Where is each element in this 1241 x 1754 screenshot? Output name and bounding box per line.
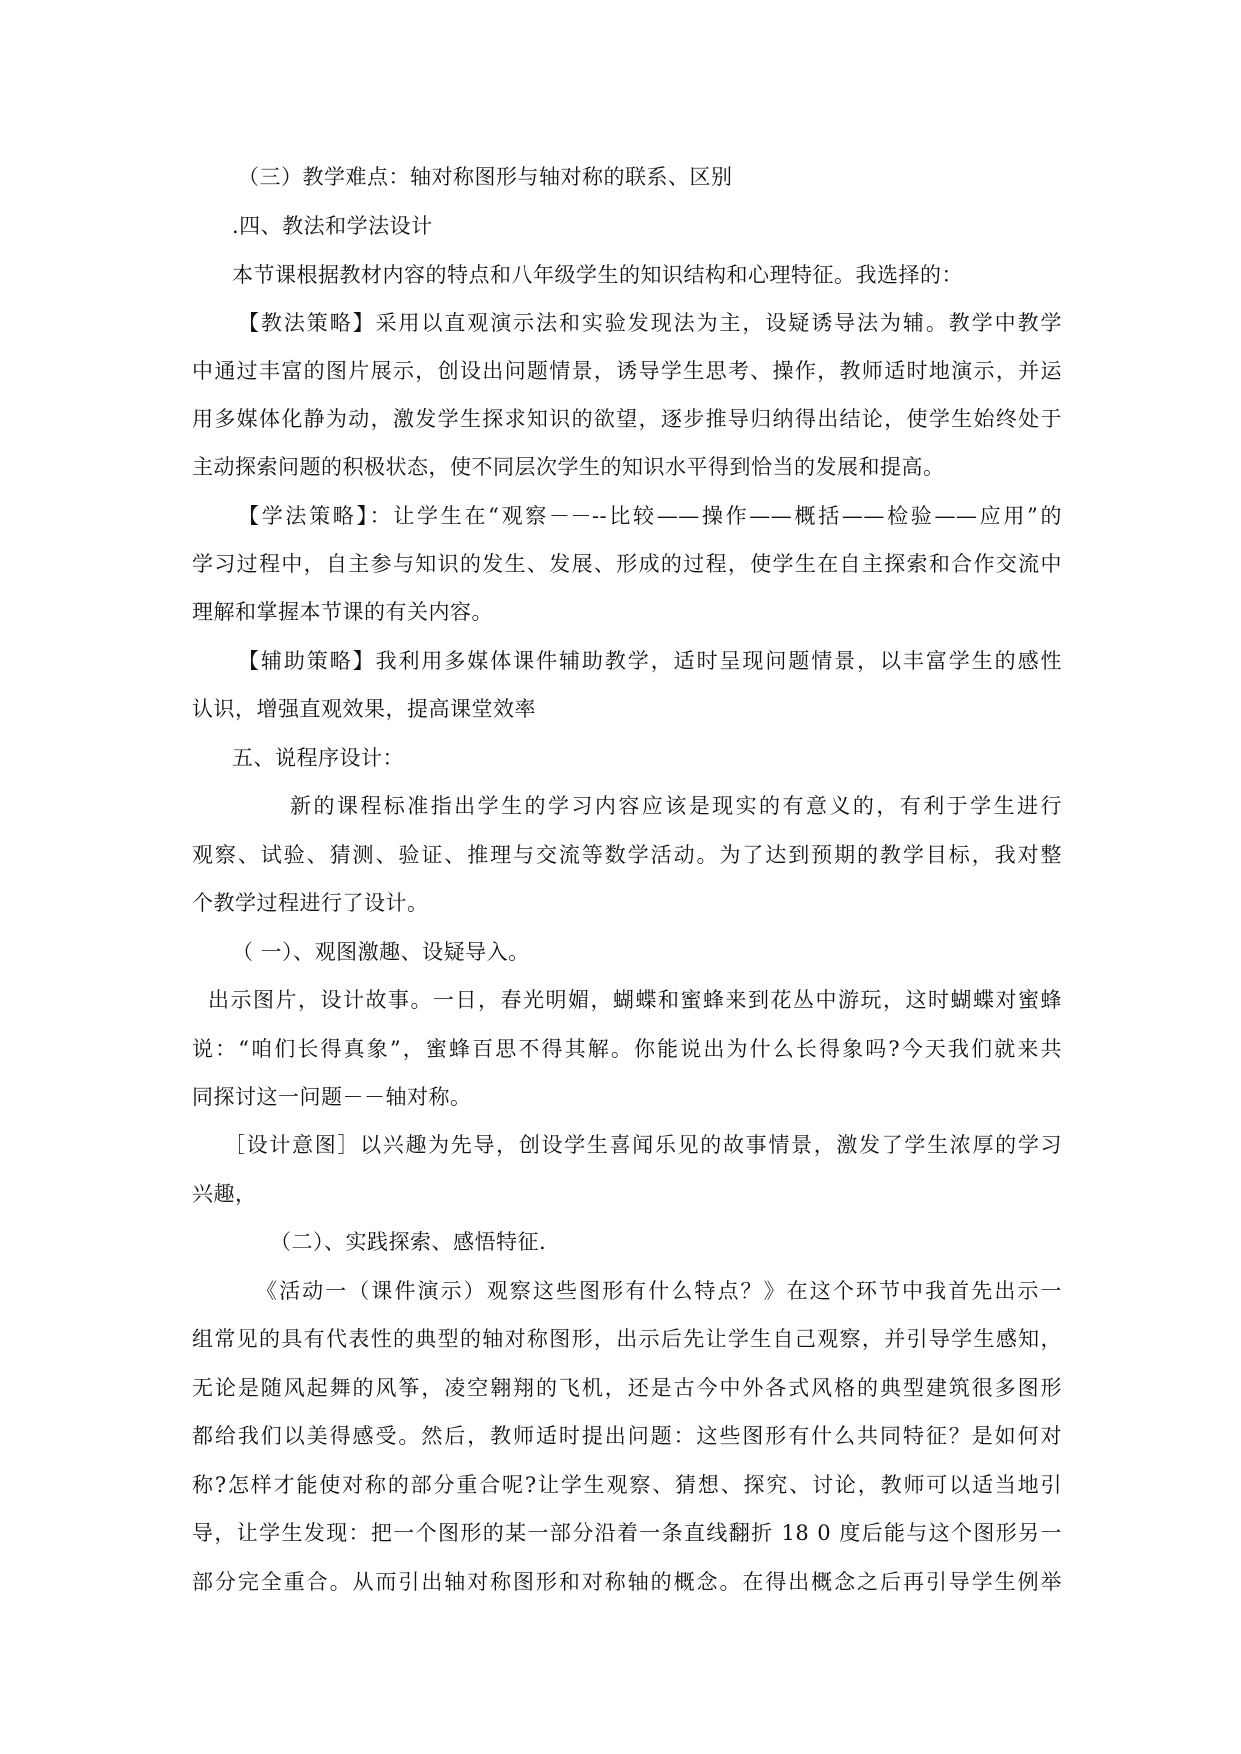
paragraph-line: 主动探索问题的积极状态，使不同层次学生的知识水平得到恰当的发展和提高。 [192, 455, 945, 479]
paragraph-line: 认识，增强直观效果，提高课堂效率 [192, 697, 536, 721]
paragraph-line: 组常见的具有代表性的典型的轴对称图形，出示后先让学生自己观察，并引导学生感知， [192, 1327, 1062, 1351]
paragraph-line: 个教学过程进行了设计。 [192, 891, 429, 915]
heading-section-five: 五、说程序设计： [232, 746, 404, 770]
paragraph-line: 【学法策略】：让学生在“观察－－--比较——操作——概括——检验——应用”的 [238, 504, 1062, 528]
paragraph-line: 出示图片，设计故事。一日，春光明媚，蝴蝶和蜜蜂来到花丛中游玩，这时蝴蝶对蜜蜂 [208, 988, 1062, 1012]
paragraph-line: 无论是随风起舞的风筝，凌空翱翔的飞机，还是古今中外各式风格的典型建筑很多图形 [192, 1376, 1062, 1400]
subheading-part-two: （二）、实践探索、感悟特征. [270, 1230, 547, 1254]
paragraph-line: 兴趣， [192, 1182, 257, 1206]
paragraph-line: ［设计意图］以兴趣为先导，创设学生喜闻乐见的故事情景，激发了学生浓厚的学习 [224, 1133, 1062, 1157]
paragraph-line: 《活动一（课件演示）观察这些图形有什么特点？》在这个环节中我首先出示一 [256, 1279, 1062, 1303]
paragraph-line: 导，让学生发现：把一个图形的某一部分沿着一条直线翻折 18 0 度后能与这个图形另一 [192, 1521, 1062, 1545]
paragraph-line: 称?怎样才能使对称的部分重合呢?让学生观察、猜想、探究、讨论，教师可以适当地引 [192, 1473, 1062, 1497]
heading-teaching-difficulty: （三）教学难点：轴对称图形与轴对称的联系、区别 [238, 165, 733, 189]
paragraph-line: 同探讨这一问题－－轴对称。 [192, 1085, 472, 1109]
paragraph-line: 【辅助策略】我利用多媒体课件辅助教学，适时呈现问题情景，以丰富学生的感性 [238, 649, 1062, 673]
paragraph-line: 都给我们以美得感受。然后，教师适时提出问题：这些图形有什么共同特征？是如何对 [192, 1424, 1062, 1448]
paragraph-line: 本节课根据教材内容的特点和八年级学生的知识结构和心理特征。我选择的： [232, 263, 963, 287]
paragraph-line: 学习过程中，自主参与知识的发生、发展、形成的过程，使学生在自主探索和合作交流中 [192, 552, 1062, 576]
heading-section-four: .四、教法和学法设计 [232, 214, 433, 238]
paragraph-line: 【教法策略】采用以直观演示法和实验发现法为主，设疑诱导法为辅。教学中教学 [238, 311, 1062, 335]
paragraph-line: 理解和掌握本节课的有关内容。 [192, 600, 493, 624]
paragraph-line: 说：“咱们长得真象”，蜜蜂百思不得其解。你能说出为什么长得象吗?今天我们就来共 [192, 1037, 1062, 1061]
subheading-part-one: （ 一）、观图激趣、设疑导入。 [232, 940, 530, 964]
paragraph-line: 观察、试验、猜测、验证、推理与交流等数学活动。为了达到预期的教学目标，我对整 [192, 843, 1062, 867]
paragraph-line: 中通过丰富的图片展示，创设出问题情景，诱导学生思考、操作，教师适时地演示，并运 [192, 359, 1062, 383]
paragraph-line: 部分完全重合。从而引出轴对称图形和对称轴的概念。在得出概念之后再引导学生例举 [192, 1570, 1062, 1594]
paragraph-line: 新的课程标准指出学生的学习内容应该是现实的有意义的，有利于学生进行 [290, 794, 1062, 818]
paragraph-line: 用多媒体化静为动，激发学生探求知识的欲望，逐步推导归纳得出结论，使学生始终处于 [192, 407, 1062, 431]
